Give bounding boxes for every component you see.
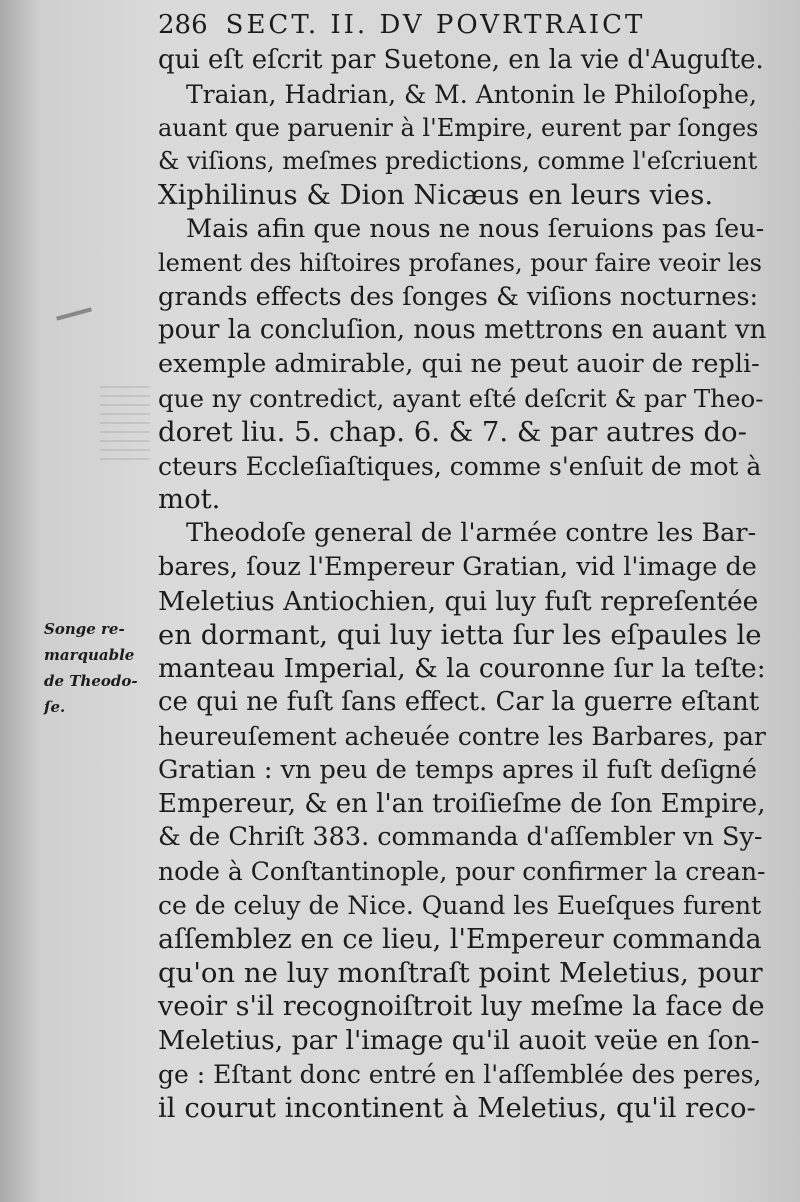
text-line: Traian, Hadrian, & M. Antonin le Philoſophe, xyxy=(186,79,757,109)
text-line: exemple admirable, qui ne peut auoir de repli- xyxy=(158,349,760,380)
page-number: 286 xyxy=(158,10,208,40)
margin-note-line: marquable xyxy=(44,646,135,664)
text-line: Gratian : vn peu de temps apres il fuſt deſigné xyxy=(158,754,757,785)
margin-note-line: de Theodo- xyxy=(44,672,138,690)
text-line: Empereur, & en l'an troiſieſme de ſon Empire, xyxy=(158,788,766,819)
margin-note xyxy=(44,616,154,720)
margin-note-line: Songe re- xyxy=(44,620,125,638)
text-line: mot. xyxy=(158,483,221,516)
text-line: node à Conſtantinople, pour confirmer la crean- xyxy=(158,857,766,887)
text-line: que ny contredict, ayant eſté deſcrit & par Theo- xyxy=(158,383,764,413)
text-line: Meletius, par l'image qu'il auoit veüe en ſon- xyxy=(158,1025,760,1057)
text-line: auant que paruenir à l'Empire, eurent par ſonges xyxy=(158,113,759,142)
text-line: & viſions, meſmes predictions, comme l'eſcriuent xyxy=(158,147,758,176)
text-line: manteau Imperial, & la couronne ſur la teſte: xyxy=(158,653,766,685)
text-line: ge : Eſtant donc entré en l'aſſemblée des peres, xyxy=(158,1059,762,1089)
text-line: lement des hiſtoires profanes, pour faire veoir les xyxy=(158,248,762,277)
running-title: SECT. II. DV POVRTRAICT xyxy=(225,10,646,40)
text-line: pour la concluſion, nous mettrons en auant vn xyxy=(158,315,767,346)
text-line: Xiphilinus & Dion Nicæus en leurs vies. xyxy=(158,179,714,212)
text-line: ce de celuy de Nice. Quand les Eueſques furent xyxy=(158,890,762,920)
text-line: heureuſement acheuée contre les Barbares, par xyxy=(158,721,766,751)
text-line: Theodoſe general de l'armée contre les Bar- xyxy=(186,518,757,549)
text-line: & de Chriſt 383. commanda d'aſſembler vn Sy- xyxy=(158,822,763,853)
text-line: doret liu. 5. chap. 6. & 7. & par autres do- xyxy=(158,415,747,448)
ink-smudge xyxy=(56,307,92,320)
text-line: Mais afin que nous ne nous ſeruions pas ſeu- xyxy=(186,213,765,244)
text-line: qu'on ne luy monſtraſt point Meletius, pour xyxy=(158,956,763,989)
page-header xyxy=(158,10,645,40)
text-line: il courut incontinent à Meletius, qu'il reco- xyxy=(158,1091,756,1124)
text-line: Meletius Antiochien, qui luy fuſt repreſentée xyxy=(158,585,759,617)
text-line: en dormant, qui luy ietta ſur les eſpaules le xyxy=(158,618,762,651)
margin-note-line: ſe. xyxy=(44,698,66,716)
text-line: veoir s'il recognoiſtroit luy meſme la face de xyxy=(158,991,765,1023)
text-line: aſſemblez en ce lieu, l'Empereur commanda xyxy=(158,923,762,955)
text-line: cteurs Eccleſiaſtiques, comme s'enſuit de mot à xyxy=(158,451,762,481)
text-line: qui eſt eſcrit par Suetone, en la vie d'Auguſte. xyxy=(158,45,764,75)
text-line: ce qui ne fuſt ſans effect. Car la guerre eſtant xyxy=(158,687,760,718)
text-line: grands effects des ſonges & viſions nocturnes: xyxy=(158,281,759,312)
text-line: bares, ſouz l'Empereur Gratian, vid l'image de xyxy=(158,551,757,582)
main-text xyxy=(158,44,766,1126)
bleed-through-text xyxy=(100,380,150,460)
